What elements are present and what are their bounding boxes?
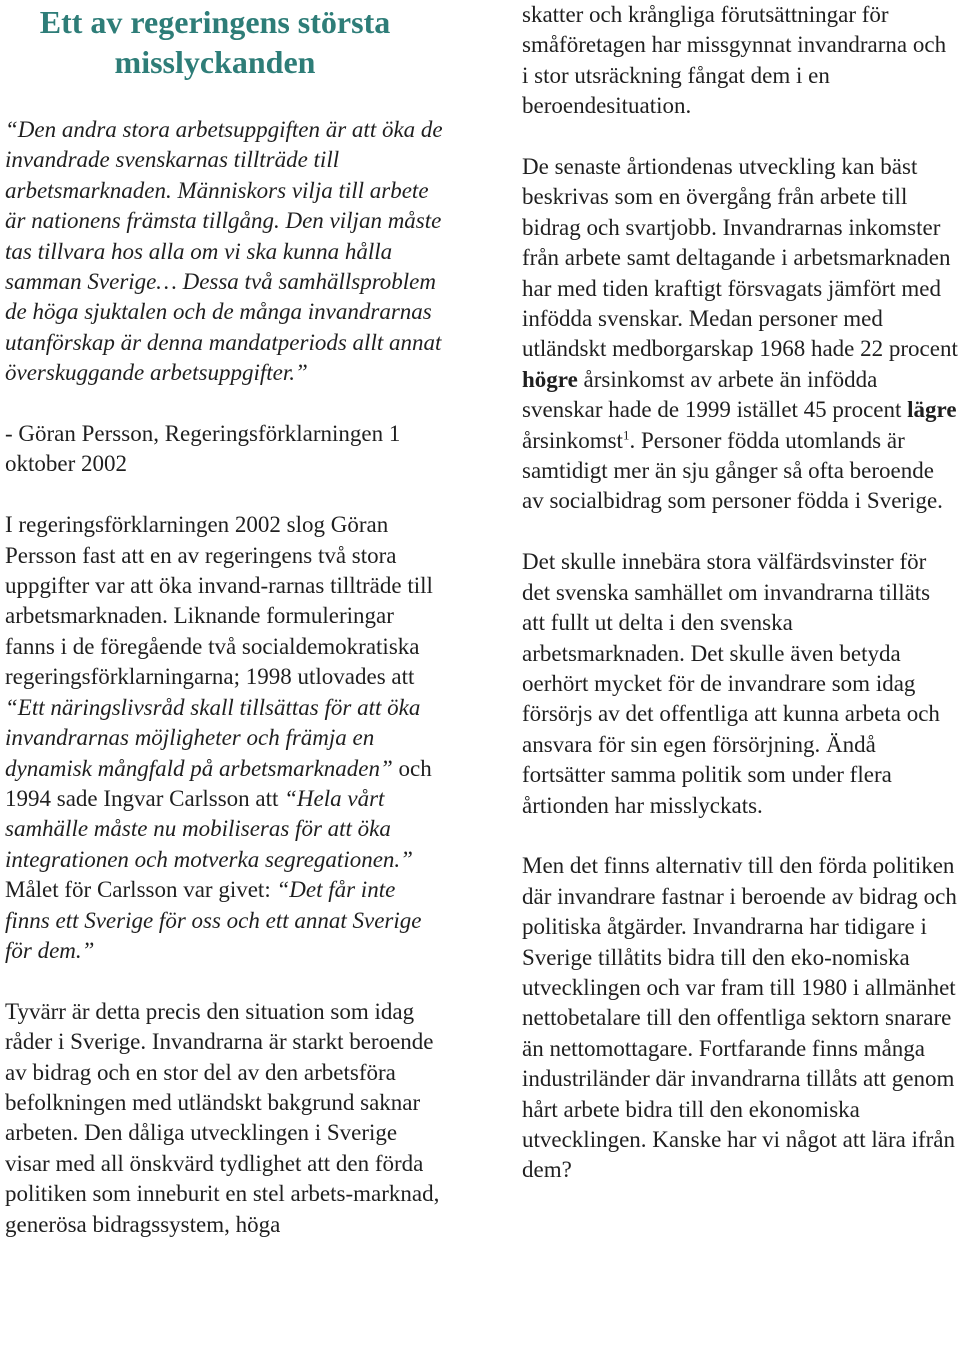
paragraph-2: Tyvärr är detta precis den situation som idag råder i Sverige. Invandrarna är starkt beroende av bidrag och en stor del av den arbetsföra befolkningen med utländskt bakgrund saknar arbeten. Den dåliga utvecklingen i Sverige visar med all önskvärd tydlighet att den förda politiken som inneburit en stel arbets-marknad, generösa bidragssystem, höga: [5, 998, 440, 1237]
paragraph-3-text-a: De senaste årtiondenas utveckling kan bäst beskrivas som en övergång från arbete till bidrag och svartjobb. Invandrarnas inkomster från arbete samt deltagande i arbetsmarknaden har med tiden kraftigt försvagats jämfört med infödda svenskar. Medan personer med utländskt medborgarskap 1968 hade 22 procent: [522, 154, 958, 362]
paragraph-2-continuation: skatter och krångliga förutsättningar för småföretagen har missgynnat invandrarna och i stor utsräckning fångat dem i en beroendesituation.: [522, 2, 947, 119]
right-column: [522, 0, 958, 1186]
opening-quote: “Den andra stora arbetsuppgiften är att öka de invandrade svenskarnas tillträde till arbetsmarknaden. Människors vilja till arbete är nationens främsta tillgång. Den viljan måste tas tillvara hos alla om vi ska kunna hålla samman Sverige… Dessa två samhällsproblem de höga sjuktalen och de många invandrarnas utanförskap är denna mandatperiods allt annat överskuggande arbetsuppgifter.”: [5, 117, 443, 386]
footnote-marker: 1: [622, 427, 630, 443]
paragraph-1-text-b: och 1994 sade Ingvar Carlsson att: [5, 755, 432, 811]
article-title: Ett av regeringens största misslyckanden: [39, 4, 391, 80]
paragraph-3-bold-higher: högre: [522, 366, 578, 392]
paragraph-1-quote-2: “Hela vårt samhälle måste nu mobiliseras för att öka integrationen och motverka segregationen.”: [5, 785, 413, 872]
paragraph-3-bold-lower: lägre: [907, 397, 957, 423]
left-column: [5, 0, 445, 1240]
paragraph-1-quote-3: “Det får inte finns ett Sverige för oss och ett annat Sverige för dem.”: [5, 877, 422, 963]
paragraph-3-text-c: årsinkomst: [522, 427, 623, 453]
paragraph-1: [5, 510, 445, 966]
paragraph-1-text-c: Målet för Carlsson var givet:: [5, 877, 277, 903]
paragraph-1-text-a: I regeringsförklarningen 2002 slog Göran Persson fast att en av regeringens två stora uppgifter var att öka invand-rarnas tillträde till arbetsmarknaden. Liknande formuleringar fanns i de föregående två socialdemokratiska regeringsförklarningarna; 1998 utlovades att: [5, 512, 433, 690]
paragraph-5: Men det finns alternativ till den förda politiken där invandrare fastnar i beroende av bidrag och politiska åtgärder. Invandrarna har tidigare i Sverige tillåtits bidra till den eko-nomiska utvecklingen och var fram till 1980 i allmänhet nettobetalare till den offentliga sektorn snarare än nettomottagare. Fortfarande finns många industriländer där invandrarna tillåts att genom hårt arbete bidra till den ekonomiska utvecklingen. Kanske har vi något att lära ifrån dem?: [522, 853, 957, 1183]
paragraph-1-quote-1: “Ett näringslivsråd skall tillsättas för att öka invandrarnas möjligheter och främja en dynamisk mångfald på arbetsmarknaden”: [5, 694, 421, 781]
paragraph-3: [522, 152, 958, 517]
paragraph-3-text-d: . Personer födda utomlands är samtidigt mer än sju gånger så ofta beroende av socialbidrag som personer födda i Sverige.: [522, 427, 943, 514]
paragraph-3-text-b: årsinkomst av arbete än infödda svenskar hade de 1999 istället 45 procent: [522, 366, 908, 423]
paragraph-4: Det skulle innebära stora välfärdsvinster för det svenska samhället om invandrarna tilläts att fullt ut delta i den svenska arbetsmarknaden. Det skulle även betyda oerhört mycket för de invandrare som idag försörjs av det offentliga att kunna arbeta och ansvara för sin egen försörjning. Ändå fortsätter samma politik som under flera årtionden har misslyckats.: [522, 549, 940, 818]
quote-attribution: - Göran Persson, Regeringsförklarningen 1 oktober 2002: [5, 421, 401, 477]
